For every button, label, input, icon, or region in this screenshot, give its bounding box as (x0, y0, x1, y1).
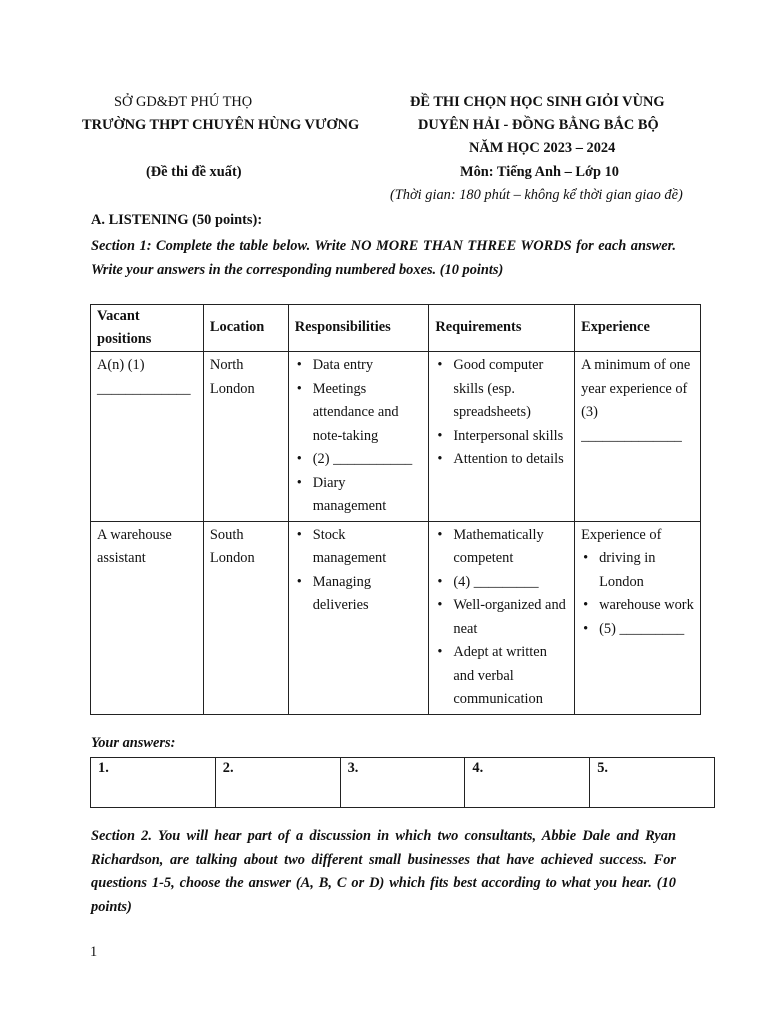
answer-boxes (90, 757, 715, 808)
requirements-cell (429, 352, 575, 522)
list-item: • Mathematically competent (453, 524, 568, 571)
exam-title-line1: ĐỀ THI CHỌN HỌC SINH GIỎI VÙNG (410, 94, 665, 110)
answer-box-4[interactable]: 4. (465, 758, 590, 808)
list-item: • Good computer skills (esp. spreadsheets) (453, 354, 568, 425)
table-header: Experience (575, 305, 701, 352)
proposal-note: (Đề thi đề xuất) (146, 164, 242, 180)
list-item: • Meetings attendance and note-taking (313, 378, 423, 449)
section1-instructions: Section 1: Complete the table below. Write NO MORE THAN THREE WORDS for each answer. Write your answers in the corresponding numbered boxes. (10 points) (91, 238, 676, 278)
location-cell: North London (203, 352, 288, 522)
table-header: Responsibilities (288, 305, 429, 352)
list-item: • Interpersonal skills (453, 425, 568, 449)
list-item: • Well-organized and neat (453, 594, 568, 641)
table-row (91, 758, 715, 808)
list-item: • Managing deliveries (313, 571, 423, 618)
experience-text: A minimum of one year experience of (3) ______________ (581, 357, 691, 444)
list-item: • (4) _________ (453, 571, 568, 595)
school-name: TRƯỜNG THPT CHUYÊN HÙNG VƯƠNG (82, 117, 360, 133)
list-item: • (5) _________ (599, 618, 694, 642)
answer-box-3[interactable]: 3. (340, 758, 465, 808)
part-title: A. LISTENING (50 points): (91, 212, 263, 228)
responsibilities-cell (288, 352, 429, 522)
table-header: Location (203, 305, 288, 352)
listening-table (90, 304, 701, 715)
list-item: • Diary management (313, 472, 423, 519)
requirements-cell (429, 521, 575, 714)
table-header: Vacant positions (91, 305, 204, 352)
department-name: SỞ GD&ĐT PHÚ THỌ (114, 94, 253, 110)
table-row (91, 521, 701, 714)
subject-line: Môn: Tiếng Anh – Lớp 10 (460, 164, 619, 180)
list-item: • Stock management (313, 524, 423, 571)
list-item: • warehouse work (599, 594, 694, 618)
position-cell: A(n) (1) _____________ (91, 352, 204, 522)
page-number: 1 (90, 944, 98, 960)
location-cell: South London (203, 521, 288, 714)
list-item: • driving in London (599, 547, 694, 594)
list-item: • Attention to details (453, 448, 568, 472)
time-note: (Thời gian: 180 phút – không kể thời gian giao đề) (390, 187, 683, 203)
position-cell: A warehouse assistant (91, 521, 204, 714)
list-item: • Data entry (313, 354, 423, 378)
exam-title-line2: DUYÊN HẢI - ĐỒNG BẰNG BẮC BỘ (418, 117, 659, 133)
experience-text: Experience of (581, 526, 662, 543)
experience-cell (575, 521, 701, 714)
table-row (91, 352, 701, 522)
school-year: NĂM HỌC 2023 – 2024 (469, 140, 616, 156)
list-item: • (2) ___________ (313, 448, 423, 472)
answers-label: Your answers: (91, 735, 176, 751)
answer-box-2[interactable]: 2. (215, 758, 340, 808)
list-item: • Adept at written and verbal communication (453, 641, 568, 712)
answer-box-5[interactable]: 5. (590, 758, 715, 808)
responsibilities-cell (288, 521, 429, 714)
table-header-row (91, 305, 701, 352)
answer-box-1[interactable]: 1. (91, 758, 216, 808)
section2-instructions: Section 2. You will hear part of a discussion in which two consultants, Abbie Dale and Ryan Richardson, are talking about two different small businesses that have achieved success. For questions 1-5, choose the answer (A, B, C or D) which fits best according to what you hear. (10 points) (91, 828, 676, 915)
table-header: Requirements (429, 305, 575, 352)
experience-cell (575, 352, 701, 522)
